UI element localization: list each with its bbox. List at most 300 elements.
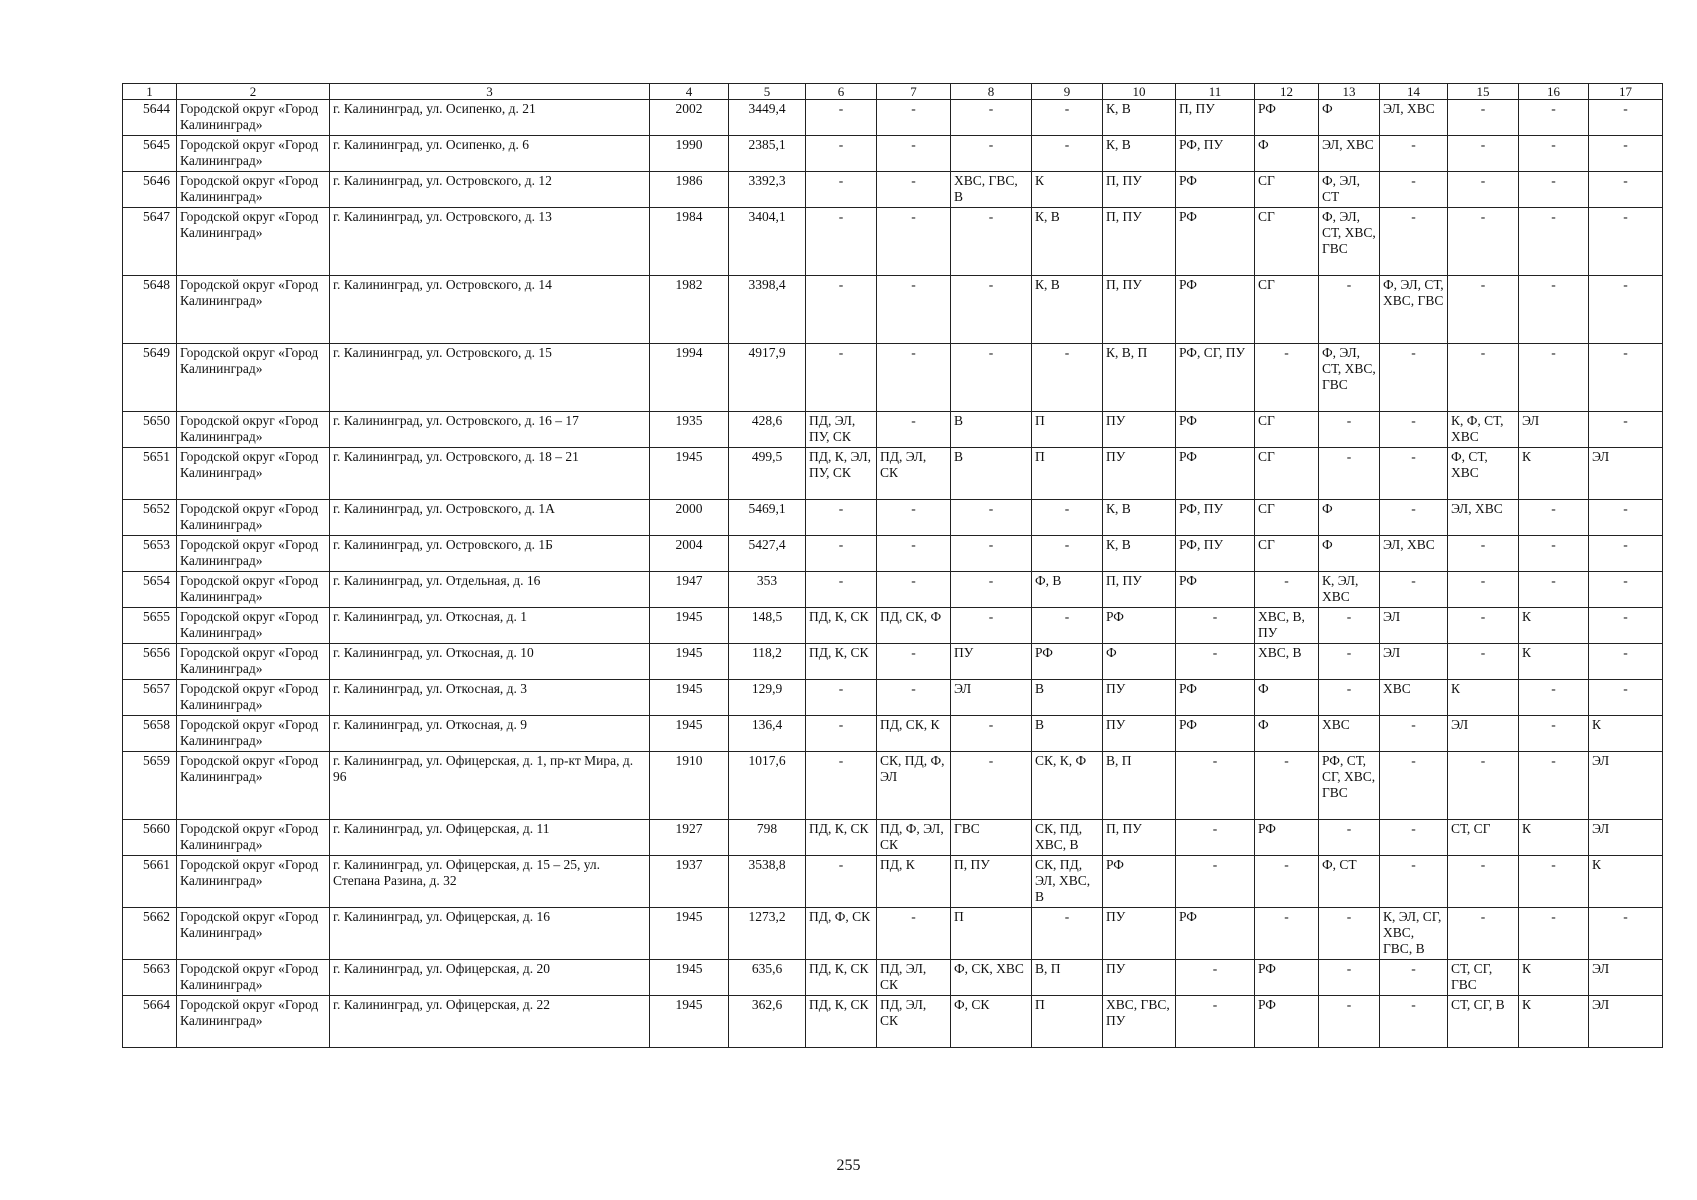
table-row [123,500,1663,536]
table-row [123,856,1663,908]
table-cell-col-15: - [1448,608,1519,644]
table-cell-col-8: Ф, СК [951,996,1032,1048]
table-cell-col-15: СТ, СГ [1448,820,1519,856]
table-cell-col-5: 1273,2 [729,908,806,960]
table-cell-col-15: СТ, СГ, ГВС [1448,960,1519,996]
table-cell-col-5: 3398,4 [729,276,806,344]
table-cell-col-7: ПД, К [877,856,951,908]
table-cell-col-7: ПД, СК, К [877,716,951,752]
table-cell-col-13: - [1319,608,1380,644]
table-cell-col-6: - [806,100,877,136]
table-cell-col-7: ПД, ЭЛ, СК [877,448,951,500]
table-cell-col-11: РФ [1176,572,1255,608]
table-cell-col-11: РФ, СГ, ПУ [1176,344,1255,412]
table-cell-col-9: - [1032,908,1103,960]
table-cell-col-6: - [806,344,877,412]
table-cell-col-9: П [1032,412,1103,448]
table-cell-col-15: - [1448,536,1519,572]
table-cell-col-5: 2385,1 [729,136,806,172]
table-cell-col-16: - [1519,276,1589,344]
table-cell-col-10: К, В [1103,100,1176,136]
table-cell-col-13: - [1319,996,1380,1048]
table-cell-col-3: г. Калининград, ул. Офицерская, д. 11 [330,820,650,856]
table-cell-col-9: В, П [1032,960,1103,996]
table-cell-col-7: ПД, СК, Ф [877,608,951,644]
table-cell-col-17: - [1589,344,1663,412]
table-row [123,412,1663,448]
table-cell-col-3: г. Калининград, ул. Откосная, д. 10 [330,644,650,680]
table-cell-col-11: - [1176,856,1255,908]
table-cell-col-17: ЭЛ [1589,996,1663,1048]
table-cell-col-2: Городской округ «Город Калининград» [177,276,330,344]
table-cell-col-6: ПД, ЭЛ, ПУ, СК [806,412,877,448]
table-cell-col-14: - [1380,856,1448,908]
table-cell-col-17: ЭЛ [1589,448,1663,500]
column-header-7: 7 [877,84,951,100]
table-cell-col-3: г. Калининград, ул. Островского, д. 16 – 17 [330,412,650,448]
table-cell-col-4: 2000 [650,500,729,536]
table-cell-col-12: - [1255,344,1319,412]
table-cell-col-16: - [1519,536,1589,572]
table-cell-col-14: ХВС [1380,680,1448,716]
table-cell-col-1: 5645 [123,136,177,172]
table-cell-col-16: - [1519,752,1589,820]
table-cell-col-1: 5654 [123,572,177,608]
table-cell-col-17: - [1589,608,1663,644]
table-cell-col-6: ПД, К, СК [806,996,877,1048]
table-cell-col-13: - [1319,276,1380,344]
table-cell-col-1: 5650 [123,412,177,448]
table-cell-col-9: - [1032,344,1103,412]
table-cell-col-1: 5652 [123,500,177,536]
table-cell-col-5: 118,2 [729,644,806,680]
table-cell-col-13: ХВС [1319,716,1380,752]
table-cell-col-15: - [1448,136,1519,172]
table-cell-col-16: - [1519,100,1589,136]
table-cell-col-1: 5659 [123,752,177,820]
table-cell-col-3: г. Калининград, ул. Откосная, д. 1 [330,608,650,644]
table-cell-col-13: Ф [1319,500,1380,536]
table-cell-col-10: П, ПУ [1103,572,1176,608]
table-cell-col-14: - [1380,996,1448,1048]
table-cell-col-3: г. Калининград, ул. Островского, д. 15 [330,344,650,412]
table-cell-col-9: - [1032,500,1103,536]
table-cell-col-5: 5469,1 [729,500,806,536]
table-cell-col-10: ХВС, ГВС, ПУ [1103,996,1176,1048]
table-cell-col-14: ЭЛ [1380,644,1448,680]
table-cell-col-4: 1945 [650,448,729,500]
table-cell-col-14: - [1380,500,1448,536]
table-cell-col-5: 136,4 [729,716,806,752]
table-cell-col-15: - [1448,856,1519,908]
table-cell-col-4: 1990 [650,136,729,172]
table-cell-col-3: г. Калининград, ул. Офицерская, д. 16 [330,908,650,960]
table-cell-col-3: г. Калининград, ул. Отдельная, д. 16 [330,572,650,608]
table-cell-col-2: Городской округ «Город Калининград» [177,856,330,908]
table-cell-col-11: - [1176,820,1255,856]
table-cell-col-17: - [1589,536,1663,572]
table-cell-col-10: ПУ [1103,716,1176,752]
table-cell-col-10: РФ [1103,608,1176,644]
table-cell-col-1: 5660 [123,820,177,856]
table-cell-col-16: - [1519,172,1589,208]
table-cell-col-10: РФ [1103,856,1176,908]
table-cell-col-5: 362,6 [729,996,806,1048]
table-cell-col-9: РФ [1032,644,1103,680]
table-cell-col-14: - [1380,820,1448,856]
column-header-4: 4 [650,84,729,100]
table-cell-col-17: К [1589,716,1663,752]
table-cell-col-4: 1947 [650,572,729,608]
table-cell-col-11: П, ПУ [1176,100,1255,136]
table-cell-col-4: 1945 [650,680,729,716]
column-header-16: 16 [1519,84,1589,100]
table-cell-col-3: г. Калининград, ул. Островского, д. 1Б [330,536,650,572]
table-cell-col-8: - [951,100,1032,136]
table-cell-col-9: К, В [1032,276,1103,344]
table-cell-col-13: ЭЛ, ХВС [1319,136,1380,172]
table-cell-col-6: - [806,276,877,344]
table-cell-col-16: К [1519,608,1589,644]
table-cell-col-11: РФ [1176,680,1255,716]
table-cell-col-7: - [877,344,951,412]
table-cell-col-16: К [1519,820,1589,856]
table-cell-col-10: К, В [1103,500,1176,536]
table-cell-col-12: СГ [1255,500,1319,536]
table-cell-col-15: ЭЛ, ХВС [1448,500,1519,536]
table-cell-col-7: - [877,412,951,448]
table-cell-col-1: 5651 [123,448,177,500]
table-cell-col-10: П, ПУ [1103,276,1176,344]
table-row [123,716,1663,752]
table-cell-col-7: - [877,536,951,572]
table-cell-col-9: СК, К, Ф [1032,752,1103,820]
table-row [123,644,1663,680]
table-cell-col-11: РФ [1176,908,1255,960]
table-cell-col-2: Городской округ «Город Калининград» [177,100,330,136]
column-header-9: 9 [1032,84,1103,100]
table-cell-col-6: ПД, Ф, СК [806,908,877,960]
table-cell-col-12: СГ [1255,208,1319,276]
table-cell-col-5: 353 [729,572,806,608]
table-cell-col-8: ХВС, ГВС, В [951,172,1032,208]
table-cell-col-10: К, В, П [1103,344,1176,412]
table-cell-col-10: ПУ [1103,960,1176,996]
table-cell-col-16: - [1519,908,1589,960]
table-row [123,996,1663,1048]
table-cell-col-17: - [1589,172,1663,208]
table-cell-col-4: 1945 [650,644,729,680]
table-cell-col-7: - [877,572,951,608]
table-cell-col-5: 798 [729,820,806,856]
table-cell-col-2: Городской округ «Город Калининград» [177,172,330,208]
table-cell-col-12: РФ [1255,960,1319,996]
table-cell-col-9: К, В [1032,208,1103,276]
table-cell-col-7: ПД, ЭЛ, СК [877,960,951,996]
table-cell-col-1: 5655 [123,608,177,644]
table-cell-col-16: - [1519,136,1589,172]
table-cell-col-16: - [1519,716,1589,752]
table-cell-col-11: РФ [1176,276,1255,344]
table-cell-col-4: 1910 [650,752,729,820]
table-cell-col-17: - [1589,100,1663,136]
table-cell-col-3: г. Калининград, ул. Откосная, д. 9 [330,716,650,752]
table-cell-col-8: П [951,908,1032,960]
table-cell-col-4: 1982 [650,276,729,344]
table-cell-col-14: - [1380,412,1448,448]
table-cell-col-1: 5656 [123,644,177,680]
table-row [123,136,1663,172]
table-cell-col-8: В [951,412,1032,448]
table-cell-col-14: - [1380,136,1448,172]
table-body [123,84,1663,1048]
table-cell-col-4: 1986 [650,172,729,208]
table-cell-col-1: 5646 [123,172,177,208]
table-cell-col-10: П, ПУ [1103,172,1176,208]
table-cell-col-6: ПД, К, СК [806,960,877,996]
table-cell-col-9: Ф, В [1032,572,1103,608]
table-cell-col-3: г. Калининград, ул. Офицерская, д. 22 [330,996,650,1048]
column-header-17: 17 [1589,84,1663,100]
table-row [123,344,1663,412]
table-cell-col-7: - [877,908,951,960]
table-cell-col-12: РФ [1255,100,1319,136]
table-cell-col-4: 1945 [650,716,729,752]
table-cell-col-3: г. Калининград, ул. Осипенко, д. 21 [330,100,650,136]
table-cell-col-15: - [1448,752,1519,820]
table-cell-col-3: г. Калининград, ул. Островского, д. 1А [330,500,650,536]
table-cell-col-4: 1945 [650,908,729,960]
table-cell-col-3: г. Калининград, ул. Офицерская, д. 15 – 25, ул. Степана Разина, д. 32 [330,856,650,908]
table-cell-col-12: Ф [1255,136,1319,172]
housing-register-table [122,83,1663,1048]
table-cell-col-8: - [951,572,1032,608]
table-cell-col-9: В [1032,680,1103,716]
table-cell-col-4: 1945 [650,996,729,1048]
table-cell-col-8: - [951,608,1032,644]
table-cell-col-6: - [806,536,877,572]
table-cell-col-15: К, Ф, СТ, ХВС [1448,412,1519,448]
table-cell-col-15: К [1448,680,1519,716]
table-cell-col-15: - [1448,644,1519,680]
table-cell-col-5: 5427,4 [729,536,806,572]
table-cell-col-12: - [1255,752,1319,820]
table-cell-col-16: К [1519,644,1589,680]
table-cell-col-16: - [1519,856,1589,908]
table-cell-col-4: 1984 [650,208,729,276]
table-cell-col-2: Городской округ «Город Калининград» [177,208,330,276]
table-cell-col-12: ХВС, В, ПУ [1255,608,1319,644]
table-cell-col-10: П, ПУ [1103,208,1176,276]
table-cell-col-13: Ф [1319,100,1380,136]
table-cell-col-5: 3404,1 [729,208,806,276]
table-row [123,172,1663,208]
table-cell-col-6: - [806,136,877,172]
table-cell-col-14: - [1380,960,1448,996]
column-header-15: 15 [1448,84,1519,100]
table-cell-col-17: - [1589,208,1663,276]
table-cell-col-8: В [951,448,1032,500]
table-cell-col-14: - [1380,572,1448,608]
table-cell-col-12: СГ [1255,412,1319,448]
table-cell-col-10: ПУ [1103,908,1176,960]
table-cell-col-12: ХВС, В [1255,644,1319,680]
table-cell-col-14: - [1380,448,1448,500]
table-cell-col-9: - [1032,136,1103,172]
table-cell-col-10: ПУ [1103,680,1176,716]
column-header-1: 1 [123,84,177,100]
table-cell-col-1: 5648 [123,276,177,344]
table-cell-col-11: РФ [1176,172,1255,208]
table-cell-col-7: - [877,208,951,276]
table-cell-col-1: 5662 [123,908,177,960]
table-cell-col-17: - [1589,500,1663,536]
table-cell-col-10: Ф [1103,644,1176,680]
table-cell-col-13: - [1319,960,1380,996]
table-row [123,752,1663,820]
table-cell-col-1: 5647 [123,208,177,276]
table-cell-col-1: 5653 [123,536,177,572]
table-cell-col-13: Ф, ЭЛ, СТ, ХВС, ГВС [1319,208,1380,276]
table-cell-col-4: 1945 [650,608,729,644]
table-cell-col-10: В, П [1103,752,1176,820]
table-cell-col-11: РФ [1176,716,1255,752]
table-cell-col-9: СК, ПД, ЭЛ, ХВС, В [1032,856,1103,908]
table-cell-col-14: Ф, ЭЛ, СТ, ХВС, ГВС [1380,276,1448,344]
table-cell-col-10: К, В [1103,136,1176,172]
table-cell-col-12: Ф [1255,680,1319,716]
table-cell-col-6: - [806,500,877,536]
table-cell-col-8: - [951,344,1032,412]
table-cell-col-14: ЭЛ [1380,608,1448,644]
table-cell-col-8: - [951,716,1032,752]
table-cell-col-7: СК, ПД, Ф, ЭЛ [877,752,951,820]
table-cell-col-17: ЭЛ [1589,752,1663,820]
table-cell-col-5: 3449,4 [729,100,806,136]
table-cell-col-2: Городской округ «Город Калининград» [177,536,330,572]
table-cell-col-2: Городской округ «Город Калининград» [177,572,330,608]
table-cell-col-17: - [1589,680,1663,716]
table-cell-col-2: Городской округ «Город Калининград» [177,960,330,996]
table-cell-col-7: - [877,100,951,136]
table-cell-col-5: 635,6 [729,960,806,996]
table-cell-col-8: П, ПУ [951,856,1032,908]
table-cell-col-5: 4917,9 [729,344,806,412]
table-cell-col-13: - [1319,412,1380,448]
table-cell-col-8: - [951,500,1032,536]
table-cell-col-13: РФ, СТ, СГ, ХВС, ГВС [1319,752,1380,820]
table-cell-col-17: ЭЛ [1589,820,1663,856]
table-cell-col-7: ПД, ЭЛ, СК [877,996,951,1048]
page-number: 255 [836,1157,861,1174]
table-cell-col-2: Городской округ «Город Калининград» [177,908,330,960]
table-cell-col-7: - [877,276,951,344]
table-cell-col-5: 148,5 [729,608,806,644]
table-cell-col-9: - [1032,608,1103,644]
table-cell-col-15: Ф, СТ, ХВС [1448,448,1519,500]
table-cell-col-3: г. Калининград, ул. Островского, д. 12 [330,172,650,208]
table-cell-col-1: 5658 [123,716,177,752]
table-cell-col-4: 1937 [650,856,729,908]
table-cell-col-6: - [806,572,877,608]
table-cell-col-7: - [877,644,951,680]
table-cell-col-13: К, ЭЛ, ХВС [1319,572,1380,608]
table-cell-col-14: ЭЛ, ХВС [1380,536,1448,572]
table-cell-col-12: СГ [1255,172,1319,208]
table-cell-col-17: - [1589,136,1663,172]
table-cell-col-17: - [1589,908,1663,960]
table-cell-col-16: - [1519,208,1589,276]
table-cell-col-3: г. Калининград, ул. Откосная, д. 3 [330,680,650,716]
table-cell-col-4: 1927 [650,820,729,856]
table-cell-col-1: 5663 [123,960,177,996]
table-cell-col-2: Городской округ «Город Калининград» [177,820,330,856]
table-cell-col-6: - [806,172,877,208]
table-cell-col-13: Ф, ЭЛ, СТ, ХВС, ГВС [1319,344,1380,412]
table-cell-col-12: Ф [1255,716,1319,752]
table-cell-col-14: - [1380,208,1448,276]
table-cell-col-8: - [951,136,1032,172]
table-cell-col-3: г. Калининград, ул. Офицерская, д. 1, пр-кт Мира, д. 96 [330,752,650,820]
table-cell-col-12: СГ [1255,276,1319,344]
table-cell-col-2: Городской округ «Город Калининград» [177,716,330,752]
table-cell-col-11: - [1176,608,1255,644]
table-cell-col-16: К [1519,960,1589,996]
table-cell-col-17: К [1589,856,1663,908]
table-cell-col-11: РФ [1176,448,1255,500]
table-cell-col-5: 1017,6 [729,752,806,820]
table-cell-col-2: Городской округ «Город Калининград» [177,344,330,412]
table-cell-col-2: Городской округ «Город Калининград» [177,448,330,500]
table-row [123,208,1663,276]
table-cell-col-12: РФ [1255,996,1319,1048]
table-cell-col-1: 5657 [123,680,177,716]
table-cell-col-5: 428,6 [729,412,806,448]
table-cell-col-13: - [1319,680,1380,716]
table-cell-col-9: В [1032,716,1103,752]
table-cell-col-5: 499,5 [729,448,806,500]
table-row [123,100,1663,136]
table-cell-col-2: Городской округ «Город Калининград» [177,680,330,716]
table-cell-col-12: СГ [1255,448,1319,500]
table-cell-col-15: ЭЛ [1448,716,1519,752]
table-row [123,960,1663,996]
table-cell-col-15: - [1448,100,1519,136]
table-cell-col-11: РФ, ПУ [1176,536,1255,572]
table-cell-col-1: 5644 [123,100,177,136]
table-cell-col-6: ПД, К, СК [806,820,877,856]
table-cell-col-4: 1945 [650,960,729,996]
table-cell-col-6: ПД, К, ЭЛ, ПУ, СК [806,448,877,500]
table-cell-col-14: - [1380,344,1448,412]
table-cell-col-16: - [1519,500,1589,536]
table-cell-col-13: - [1319,644,1380,680]
table-cell-col-13: - [1319,820,1380,856]
column-number-header-row [123,84,1663,100]
table-row [123,448,1663,500]
table-cell-col-4: 2002 [650,100,729,136]
column-header-6: 6 [806,84,877,100]
table-cell-col-6: - [806,208,877,276]
table-cell-col-13: Ф, СТ [1319,856,1380,908]
table-cell-col-6: ПД, К, СК [806,608,877,644]
table-cell-col-16: - [1519,572,1589,608]
table-cell-col-17: - [1589,412,1663,448]
table-cell-col-9: - [1032,100,1103,136]
table-cell-col-12: - [1255,908,1319,960]
table-cell-col-4: 1994 [650,344,729,412]
table-cell-col-15: - [1448,572,1519,608]
